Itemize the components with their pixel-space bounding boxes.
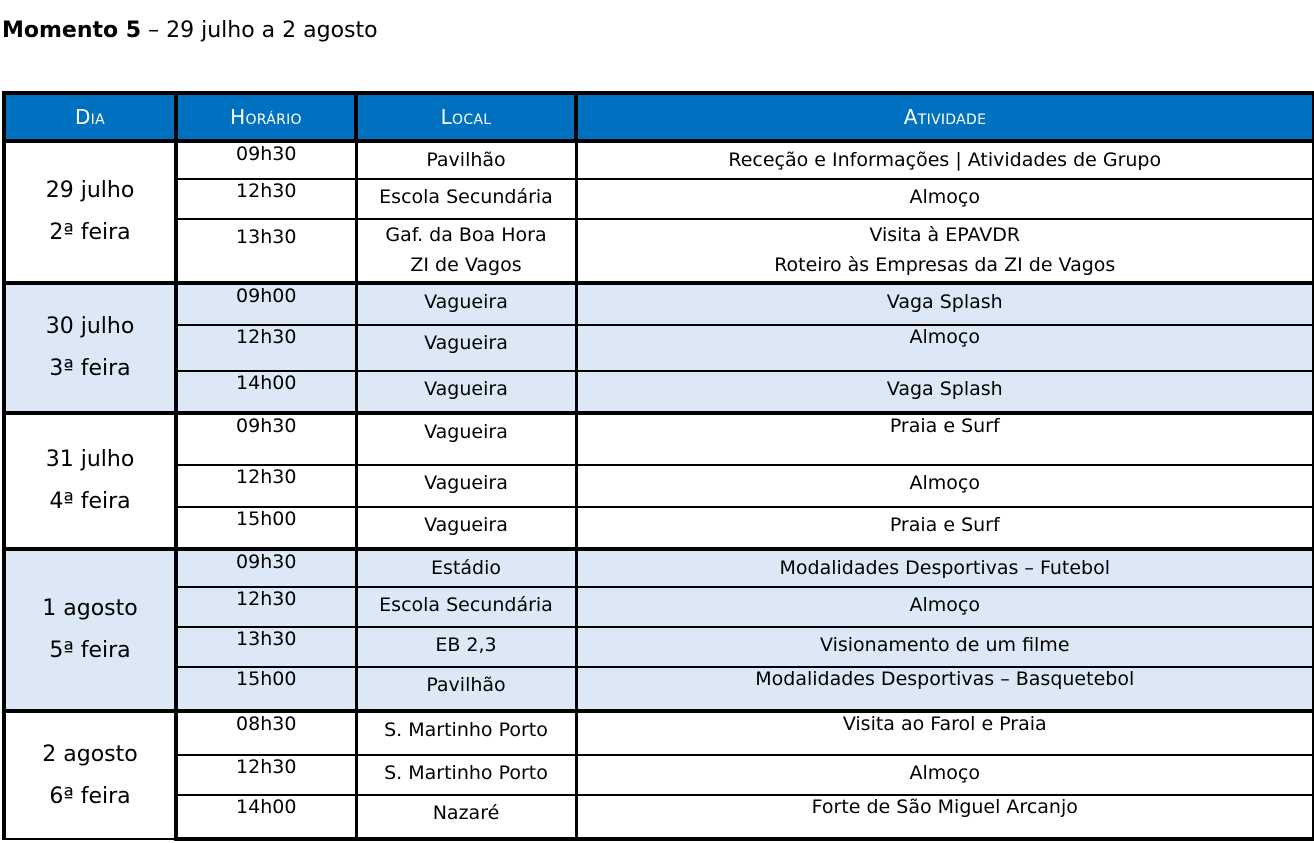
local-cell (356, 507, 576, 549)
title-bold: Momento 5 (2, 18, 142, 43)
day-weekday: 5ª feira (49, 638, 131, 663)
title-rest: – 29 julho a 2 agosto (141, 18, 378, 43)
table-row (4, 179, 1314, 219)
activity-cell (576, 627, 1314, 667)
table-row (4, 795, 1314, 839)
local-line: S. Martinho Porto (384, 719, 548, 741)
time-cell: 13h30 (176, 219, 356, 283)
table-row (4, 413, 1314, 465)
local-line: Estádio (431, 557, 501, 579)
day-weekday: 2ª feira (49, 220, 131, 245)
table-row (4, 711, 1314, 755)
local-cell (356, 627, 576, 667)
table-row (4, 507, 1314, 549)
header-atividade: Atividade (576, 93, 1314, 141)
time-cell: 09h30 (176, 413, 356, 465)
time-cell: 14h00 (176, 795, 356, 839)
activity-line: Vaga Splash (886, 378, 1003, 400)
activity-line: Almoço (909, 186, 980, 208)
time-cell: 14h00 (176, 371, 356, 413)
local-line: Gaf. da Boa Hora (385, 224, 547, 246)
activity-line: Roteiro às Empresas da ZI de Vagos (774, 254, 1116, 276)
activity-cell (576, 371, 1314, 413)
activity-cell (576, 219, 1314, 283)
local-cell (356, 755, 576, 795)
activity-line: Modalidades Desportivas – Futebol (779, 557, 1110, 579)
header-horario: Horário (176, 93, 356, 141)
day-weekday: 6ª feira (49, 783, 131, 809)
local-line: ZI de Vagos (410, 254, 522, 276)
time-cell: 12h30 (176, 179, 356, 219)
time-cell: 13h30 (176, 627, 356, 667)
table-row (4, 141, 1314, 179)
day-cell (4, 141, 176, 283)
table-row (4, 283, 1314, 325)
day-weekday: 3ª feira (49, 356, 131, 381)
day-date: 1 agosto (42, 596, 138, 621)
table-row (4, 755, 1314, 795)
day-cell (4, 283, 176, 413)
time-cell: 09h30 (176, 549, 356, 587)
activity-cell (576, 141, 1314, 179)
header-dia: Dia (4, 93, 176, 141)
activity-cell (576, 711, 1314, 755)
day-cell (4, 549, 176, 711)
local-line: Escola Secundária (379, 594, 553, 616)
time-cell: 12h30 (176, 587, 356, 627)
local-line: Nazaré (432, 802, 500, 824)
day-group (4, 711, 1314, 839)
day-group (4, 413, 1314, 549)
day-group (4, 283, 1314, 413)
local-line: EB 2,3 (435, 634, 497, 656)
table-row (4, 465, 1314, 507)
time-cell: 12h30 (176, 755, 356, 795)
day-date: 30 julho (45, 314, 135, 339)
activity-line: Almoço (909, 594, 980, 616)
activity-line: Receção e Informações | Atividades de Grupo (728, 149, 1162, 171)
local-line: Vagueira (424, 378, 508, 400)
activity-line: Almoço (909, 326, 980, 348)
local-line: S. Martinho Porto (384, 762, 548, 784)
local-cell (356, 413, 576, 465)
local-cell (356, 219, 576, 283)
local-cell (356, 667, 576, 711)
activity-cell (576, 549, 1314, 587)
local-cell (356, 179, 576, 219)
activity-line: Visita à EPAVDR (869, 224, 1021, 246)
activity-cell (576, 465, 1314, 507)
activity-cell (576, 587, 1314, 627)
activity-line: Vaga Splash (886, 291, 1003, 313)
activity-line: Almoço (909, 472, 980, 494)
time-cell: 09h00 (176, 283, 356, 325)
time-cell: 15h00 (176, 667, 356, 711)
activity-cell (576, 283, 1314, 325)
day-weekday: 4ª feira (49, 489, 131, 514)
table-row (4, 549, 1314, 587)
local-cell (356, 711, 576, 755)
activity-cell (576, 795, 1314, 839)
activity-line: Almoço (909, 762, 980, 784)
day-date: 2 agosto (42, 741, 138, 767)
activity-line: Praia e Surf (889, 415, 1000, 437)
local-line: Vagueira (424, 514, 508, 536)
activity-line: Visionamento de um filme (819, 634, 1070, 656)
table-row (4, 667, 1314, 711)
activity-cell (576, 667, 1314, 711)
time-cell: 09h30 (176, 141, 356, 179)
local-line: Pavilhão (426, 149, 506, 171)
day-cell (4, 413, 176, 549)
table-row (4, 627, 1314, 667)
local-cell (356, 141, 576, 179)
day-date: 31 julho (45, 447, 135, 472)
activity-line: Forte de São Miguel Arcanjo (811, 796, 1078, 818)
activity-cell (576, 507, 1314, 549)
time-cell: 12h30 (176, 465, 356, 507)
activity-cell (576, 179, 1314, 219)
local-cell (356, 587, 576, 627)
activity-line: Praia e Surf (889, 514, 1000, 536)
header-local: Local (356, 93, 576, 141)
table-row (4, 325, 1314, 371)
local-line: Escola Secundária (379, 186, 553, 208)
table-row (4, 371, 1314, 413)
day-date: 29 julho (45, 178, 135, 203)
time-cell: 15h00 (176, 507, 356, 549)
page-title (2, 17, 378, 45)
local-line: Vagueira (424, 291, 508, 313)
activity-cell (576, 325, 1314, 371)
local-cell (356, 371, 576, 413)
activity-line: Modalidades Desportivas – Basquetebol (755, 668, 1135, 690)
table-row (4, 587, 1314, 627)
day-group (4, 549, 1314, 711)
local-cell (356, 283, 576, 325)
local-cell (356, 795, 576, 839)
schedule-table (2, 91, 1314, 841)
local-line: Vagueira (424, 472, 508, 494)
activity-line: Visita ao Farol e Praia (842, 713, 1047, 735)
day-group (4, 141, 1314, 283)
local-line: Pavilhão (426, 674, 506, 696)
local-cell (356, 465, 576, 507)
table-row (4, 219, 1314, 283)
local-cell (356, 325, 576, 371)
local-cell (356, 549, 576, 587)
activity-cell (576, 755, 1314, 795)
time-cell: 12h30 (176, 325, 356, 371)
day-cell (4, 711, 176, 839)
time-cell: 08h30 (176, 711, 356, 755)
activity-cell (576, 413, 1314, 465)
table-header (4, 93, 1314, 141)
local-line: Vagueira (424, 421, 508, 443)
local-line: Vagueira (424, 332, 508, 354)
